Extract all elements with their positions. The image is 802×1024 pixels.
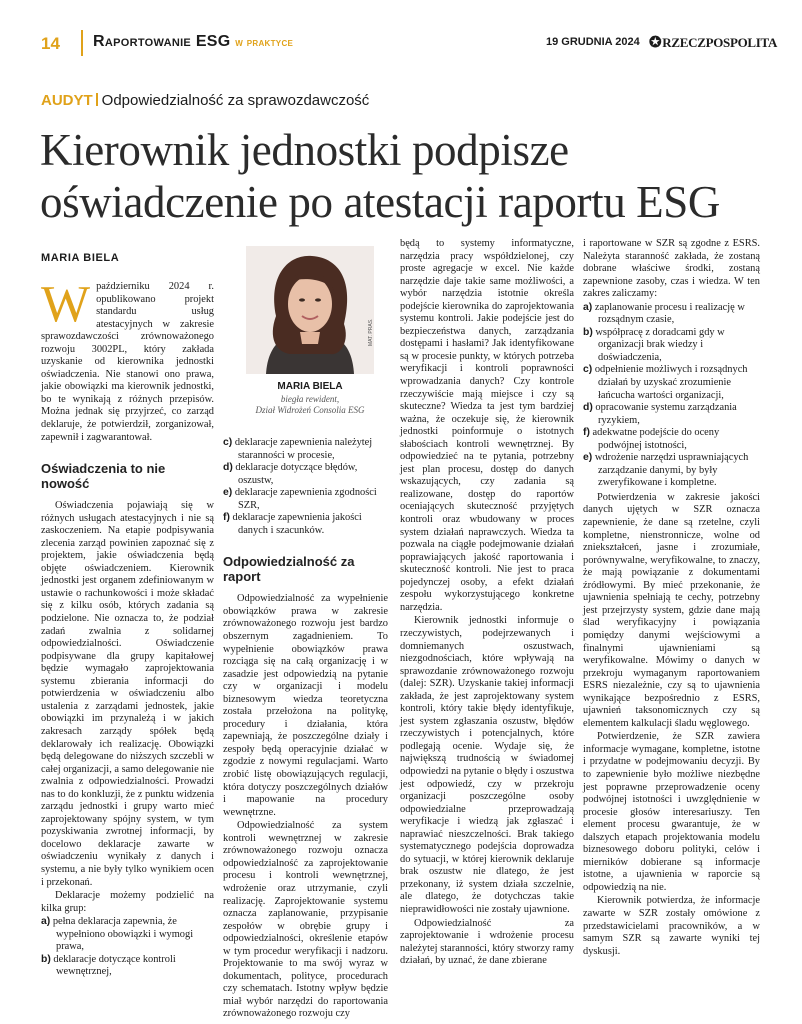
paragraph: Kierownik potwierdza, że informacje zawarte w SZR zostały omówione z przedstawicielami pracowników, a w samym SZR są zawarte wyniki tej dyskusji. [583, 895, 760, 957]
paragraph: Kierownik jednostki informuje o rzeczywistych, podejrzewanych i domniemanych oszustwach, niezgodnościach, które wpływają na sprawozdanie zrównoważonego rozwoju (dalej: SZR). Uzyskanie takiej informacji zakłada, że jest zaprojektowany system kontroli, który takie błędy identyfikuje, jest system zgłaszania oszustw, błędów rzeczywistych i potencjalnych, które podlegają ocenie. Wydaje się, że największą trudnością w świadomej odpowiedzi na pytanie o błędy i oszustwa jest odpowiedź, czy w przekroju organizacji poszczególne osoby odpowiedzialne przeprowadzają weryfikacje i wiedzą jak zgłaszać i naprawiać nieszczelności. Brak takiego systematycznego podejścia doprowadza do sytuacji, w której kierownik deklaruje brak oszustw nie dlatego, że jest przekonany, iż system działa szczelnie, ale dlatego, że dotychczas takie nieprawidłowości nie zostały ujawnione. [400, 615, 574, 915]
eagle-icon: ✪ [649, 35, 662, 51]
list-item: f) adekwatne podejście do oceny podwójnej istotności, [583, 427, 720, 451]
kicker [41, 92, 369, 109]
kicker-category: AUDYT [41, 92, 93, 109]
section-highlight: w praktyce [235, 35, 294, 49]
list-item: b) współpracę z doradcami gdy w organizacji brak wiedzy i doświadczenia, [583, 326, 725, 363]
lead-paragraph [41, 276, 214, 444]
photo-credit: MAT. PRAS. [368, 318, 374, 346]
list-item: b) deklaracje dotyczące kontroli wewnętrznej, [41, 953, 176, 978]
article-title: Kierownik jednostki podpisze oświadczenie po atestacji raportu ESG [40, 125, 720, 227]
header-divider [81, 30, 83, 56]
page-number: 14 [41, 34, 60, 53]
drop-cap: W [41, 276, 91, 333]
author-byline: MARIA BIELA [41, 252, 120, 264]
publication-name: RZECZPOSPOLITA [662, 35, 778, 50]
paragraph: Potwierdzenia w zakresie jakości danych ujętych w SZR oznacza zapewnienie, że dane są rzetelne, czyli kompletne, nienstronnicze, wolne od zniekształceń, jasne i zrozumiałe, porównywalne, weryfikowalne, to znaczy, że mają powiązanie z dokumentami źródłowymi. By mieć przekonanie, że ujawnienia spełniają te cechy, potrzebny jest przejrzysty system, gdzie dane mają ślad weryfikacyjny i powiązania pomiędzy danymi wejściowymi a finalnymi ujawnieniami są weryfikowalne. Mówimy o danych w przekroju wymaganym raportowaniem ESRS niezależnie, czy są to ujawnienia wynikające bezpośrednio z ESRS, ujawnień taksonomicznych czy są elementem kalkulacji śladu węglowego. [583, 491, 760, 729]
paragraph: Deklaracje możemy podzielić na kilka grup: [41, 890, 214, 914]
column-4 [583, 238, 760, 959]
declarations-list-cont [223, 437, 388, 537]
section-title [93, 33, 293, 51]
paragraph: Oświadczenia pojawiają się w różnych usługach atestacyjnych i nie są zaskoczeniem. Na etapie podpisywania zlecenia zarząd powinien zapoznać się z projektem, jakie oświadczenia będą objęte oświadczeniem. Kierownik jednostki jest organem zdefiniowanym w ustawie o rachunkowości i może składać się z kilku osób, których zadania są podzielone. Nie oznacza to, że podział zadań zwalnia z solidarnej odpowiedzialności. Oświadczenie podpisywane dla grupy kapitałowej będzie wymagało zaprojektowania systemu zbierania informacji do potwierdzenia w oświadczeniu albo ustalenia z zarządami jednostek, jakie obowiązki im przynależą i w jakich zakresach zarządy spółek będą deklarowały ich realizację. Obowiązki będą delegowane do niższych szczebli w całej organizacji, a samo delegowanie nie zwalnia z odpowiedzialności. Prowadzi nas to do konkluzji, że z punktu widzenia zarządu jednostki i grupy warto mieć zaprojektowany spójny system, w tym pozyskiwania zwrotnej informacji, by docelowo deklaracje zawarte w oświadczeniu wynikały z danych i systemu, a nie były tylko wynikiem ocen i przekonań. [41, 500, 214, 888]
list-item: e) deklaracje zapewnienia zgodności SZR, [223, 487, 377, 511]
paragraph: Odpowiedzialność za zaprojektowanie i wdrożenie procesu należytej staranności, który stworzy ramy działań, by uznać, że dane zbierane [400, 917, 574, 967]
column-2 [223, 437, 388, 1022]
section-main: Raportowanie ESG [93, 33, 231, 50]
subheading-odpowiedzialnosc: Odpowiedzialność za raport [223, 554, 355, 585]
caption-role-line2: Dział Widrożeń Consolia ESG [255, 405, 365, 415]
caption-role [246, 394, 374, 416]
caption-role-line1: biegła rewident, [280, 394, 340, 404]
list-item: c) deklaracje zapewnienia należytej staranności w procesie, [223, 437, 373, 461]
paragraph: będą to systemy informatyczne, narzędzia pracy współdzielonej, czy proste agregacje w excel. Nie każde narzędzie daje takie same możliwości, a wybór narzędzia istotnie określa podejście kierownika do zaprojektowania systemu kontroli. Jakie podejście jest do bezpieczeństwa danych, zarządzania dostępami i hasłami? Jak identyfikowane są w procesie punkty, w których potrzeba weryfikacji i kontroli poprawności wprowadzania danych? Czy kontrole rzeczywiście mają miejsce i czy są skuteczne? Wiedza ta jest tym bardziej ważna, że oczekuje się, że kierownik jednostki poinformuje o istotnych słabościach kontroli wewnętrznej. By odpowiedzieć na te pytania, potrzebny jest plan procesu, dostęp do danych wskazujących, czy zadania są realizowane, dostęp do raportów oceniających skuteczność przyjętych kontroli oraz wbudowany w proces system działań naprawczych. Wiedza ta pozwala na ciągłe podejmowanie działań poprawiających jakość raportowania i skuteczność kontroli. Nie jest to praca pojedynczej osoby, a efekt działań zespołu wykorzystującego konkretne narzędzia. [400, 238, 574, 613]
due-diligence-list [583, 302, 760, 490]
portrait-illustration [246, 246, 374, 374]
paragraph: Potwierdzenie, że SZR zawiera informacje wymagane, kompletne, istotne i przydatne w podejmowaniu decyzji. By to zapewnienie było możliwe niezbędne jest poprawne przeprowadzenie oceny podwójnej istotności i uwzględnienie w procesie głosów interesariuszy. Ten element procesu gwarantuje, że w dalszych etapach projektowania modelu biznesowego doboru polityki, celów i mierników dobierane są informacje istotne, a ujawnienia w raporcie są odpowiedzią na nie. [583, 731, 760, 893]
kicker-topic: Odpowiedzialność za sprawozdawczość [101, 92, 370, 109]
declarations-list [41, 916, 214, 979]
list-item: f) deklaracje zapewnienia jakości danych i szacunków. [223, 512, 362, 536]
paragraph: i raportowane w SZR są zgodne z ESRS. Należyta staranność zakłada, że zostaną dobrane właściwe środki, zostaną zapewnione zasoby, czas i wiedza. W ten zakres zaliczamy: [583, 238, 760, 300]
paragraph: Odpowiedzialność za system kontroli wewnętrznej w zakresie zrównoważonego rozwoju oznacza odpowiedzialność za zaprojektowanie procesu i kontroli wewnętrznej, wdrożenie oraz utrzymanie, czyli realizację. Zaprojektowanie systemu oznacza zaplanowanie, przypisanie zespołów w obrębie grupy i odpowiedzialności, określenie etapów w tym procedur weryfikacji i nadzoru. Projektowanie to ma swój wyraz w dokumentach, polityce, procedurach czy schematach. Istotny wpływ będzie miał wybór narzędzi do raportowania zrównoważonego rozwoju czy [223, 820, 388, 1020]
kicker-divider [96, 93, 98, 106]
column-1 [41, 276, 214, 981]
list-item: a) zaplanowanie procesu i realizację w rozsądnym czasie, [583, 301, 745, 326]
list-item: c) odpełnienie możliwych i rozsądnych działań by uzyskać zrozumienie łańcucha wartości organizacji, [583, 364, 748, 401]
publication-logo [649, 33, 777, 52]
lead-text: październiku 2024 r. opublikowano projekt standardu usług atestacyjnych w zakresie sprawozdawczości zrównoważonego rozwoju 3002PL, który zakłada uzyskanie od kierownika jednostki oświadczenia. Nie stanowi ono prawa, jakie obowiązki ma kierownik jednostki, bo te wynikają z różnych przepisów. Można jednak się przyjrzeć, co zarząd deklaruje, że potwierdził, zorganizował, zapewnił i zagwarantował. [41, 281, 214, 443]
caption-name: MARIA BIELA [277, 381, 343, 392]
issue-date: 19 GRUDNIA 2024 [546, 36, 640, 48]
author-photo [246, 246, 374, 374]
list-item: d) opracowanie systemu zarządzania ryzykiem, [583, 402, 737, 426]
list-item: a) pełna deklaracja zapewnia, że wypełniono obowiązki i wymogi prawa, [41, 916, 194, 953]
list-item: d) deklaracje dotyczące błędów, oszustw, [223, 462, 358, 486]
column-3 [400, 238, 574, 969]
subheading-oswiadczenia: Oświadczenia to nie nowość [41, 461, 166, 492]
list-item: e) wdrożenie narzędzi usprawniających zarządzanie danymi, by były zweryfikowane i kompletne. [583, 452, 749, 489]
paragraph: Odpowiedzialność za wypełnienie obowiązków prawa w zakresie zrównoważonego rozwoju jest bardzo obszernym zagadnieniem. To wypełnienie obowiązków prawa rozciąga się na całą organizację i w zasadzie jest odpowiedzią na pytanie czy w organizacji i modelu biznesowym wiedza teoretyczna została przełożona na politykę, procedury i działania, która zapewniają, że poszczególne działy i zespoły będą operacyjnie działać w zgodzie z nowymi regulacjami. Warto zrobić listę obowiązujących regulacji, która dotyczy poszczególnych działów i mapowanie na procedury wewnętrzne. [223, 593, 388, 818]
